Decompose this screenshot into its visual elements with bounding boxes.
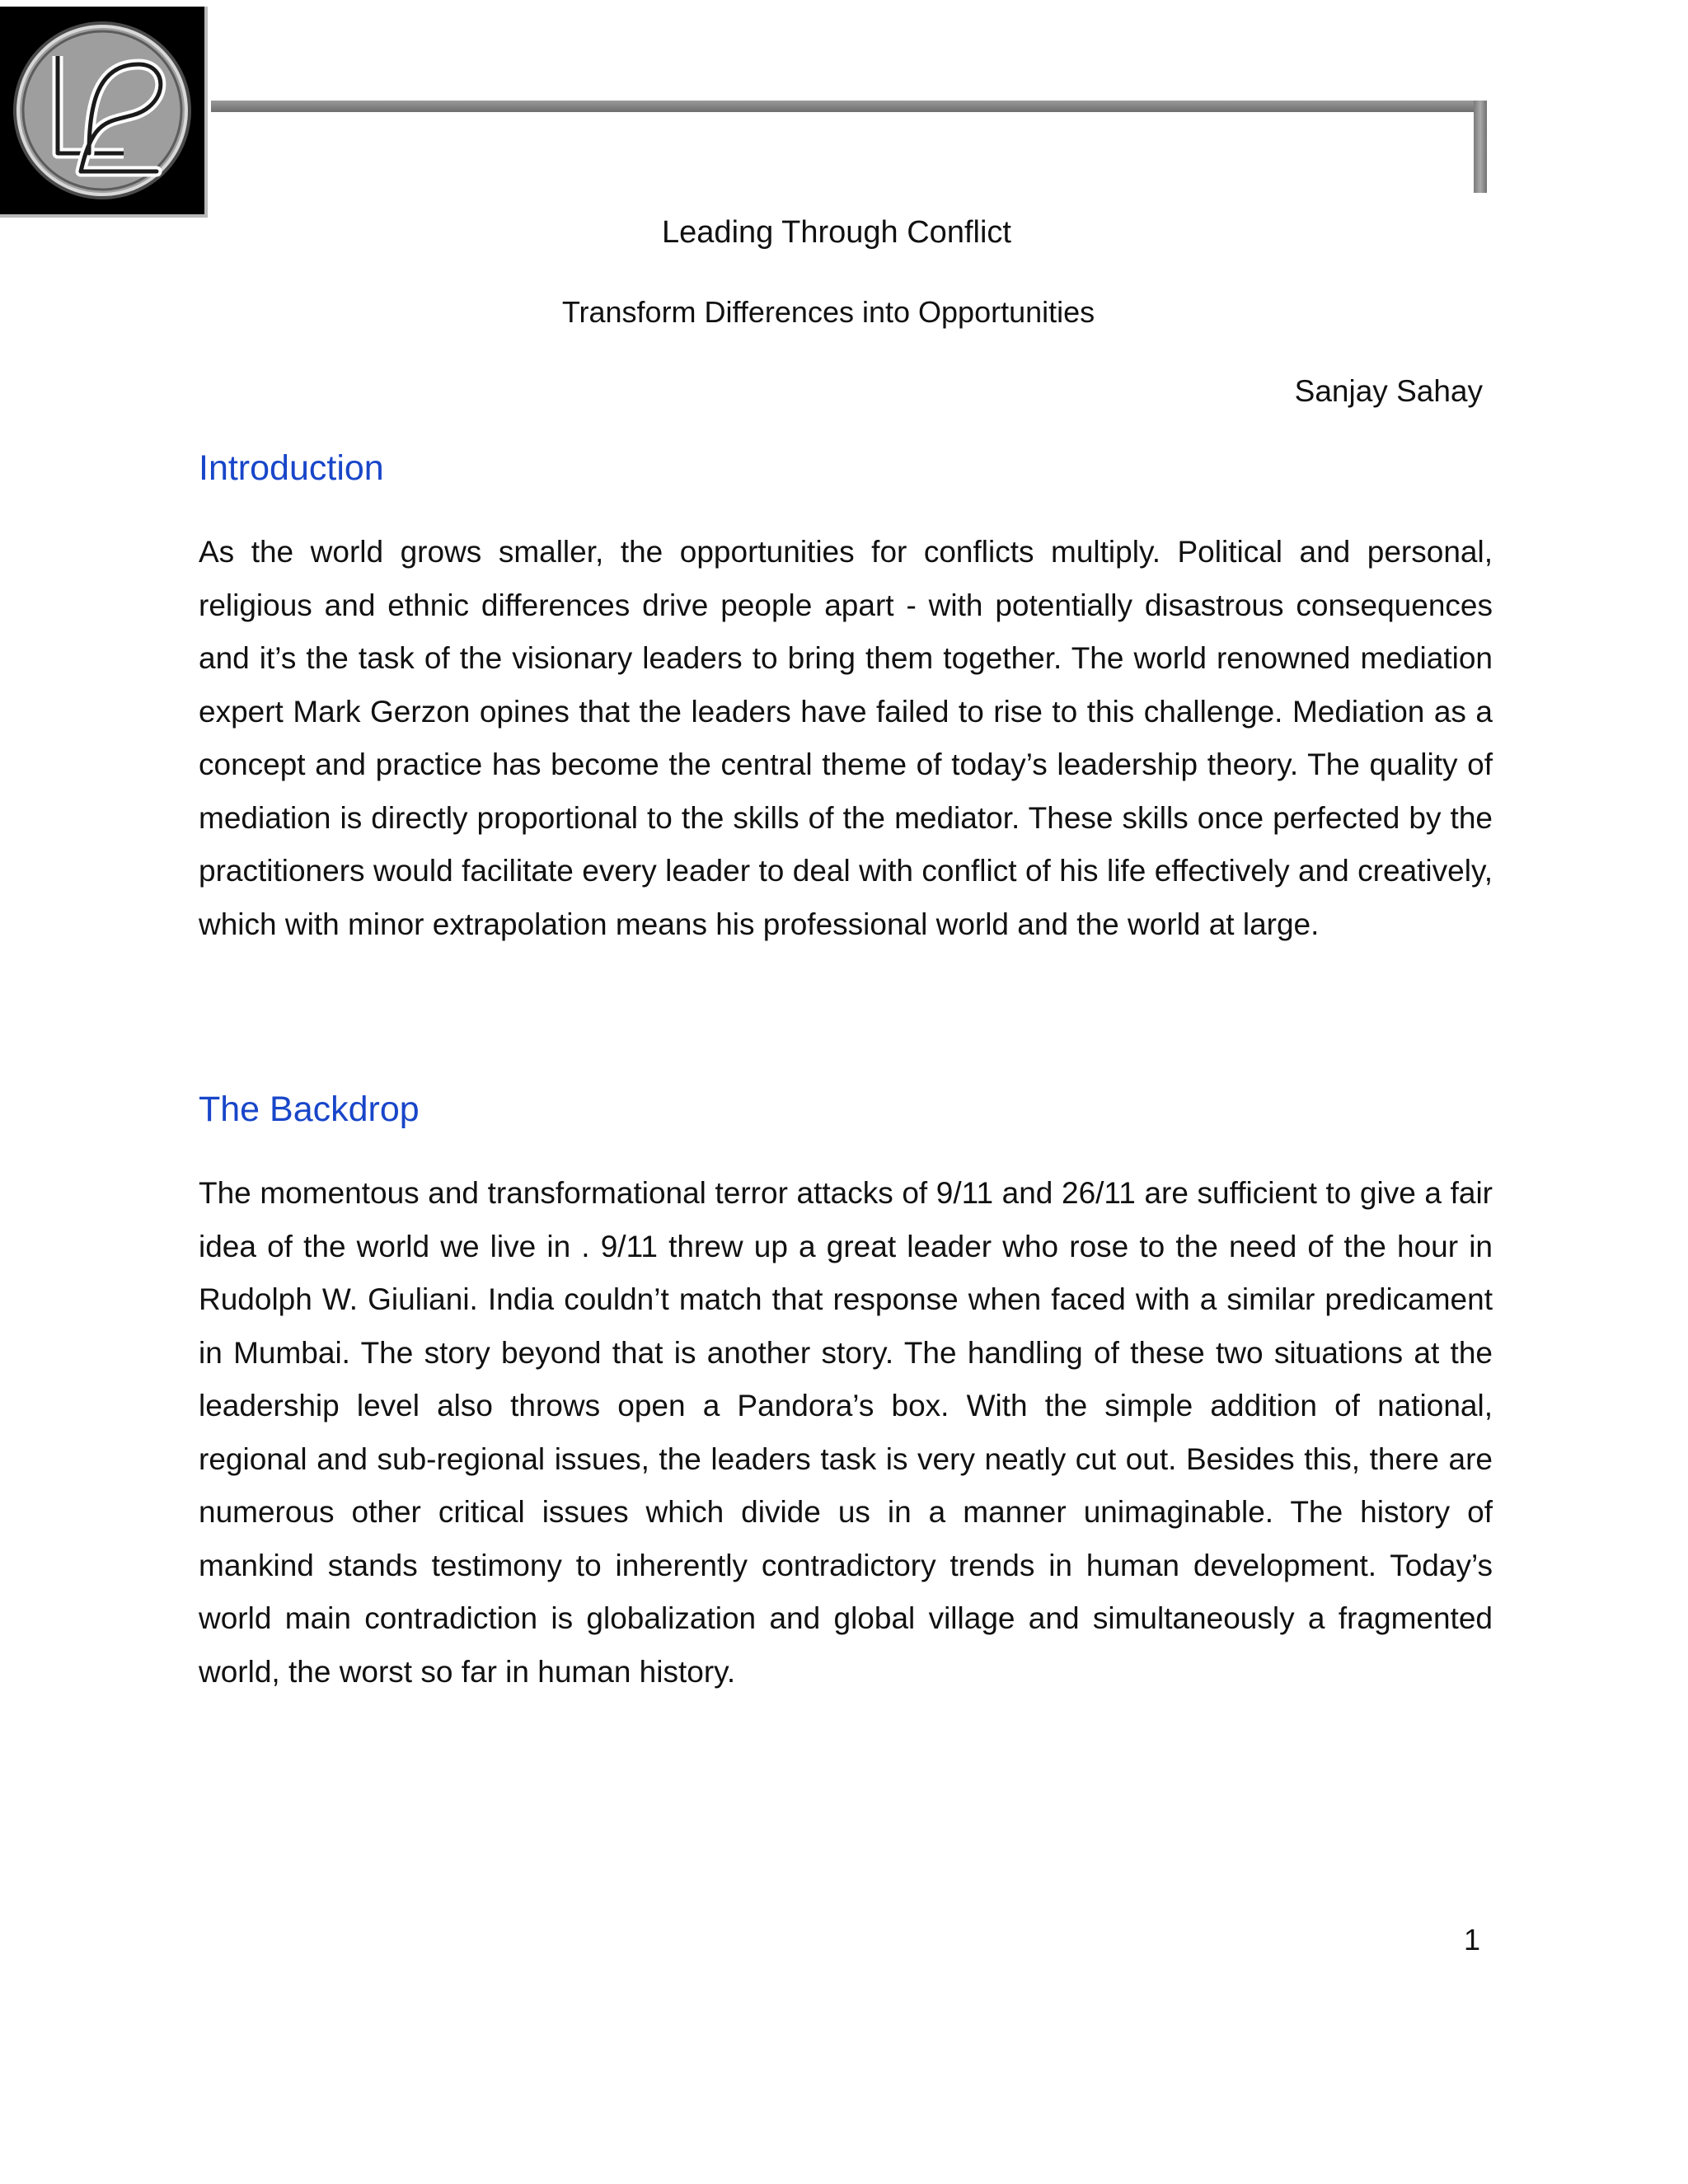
logo xyxy=(0,7,208,218)
section-heading-backdrop: The Backdrop xyxy=(199,1090,420,1129)
section-heading-introduction: Introduction xyxy=(199,448,384,488)
document-author: Sanjay Sahay xyxy=(1294,374,1483,408)
document-subtitle: Transform Differences into Opportunities xyxy=(561,295,1095,329)
paragraph-backdrop: The momentous and transformational terror attacks of 9/11 and 26/11 are sufficient to give a fair idea of the world we live in . 9/11 threw up a great leader who rose to the need of the hour in Rudolph W. Giuliani. India couldn’t match that response when faced with a similar predicament in Mumbai. The story beyond that is another story. The handling of these two situations at the leadership level also throws open a Pandora’s box. With the simple addition of national, regional and sub-regional issues, the leaders task is very neatly cut out. Besides this, there are numerous other critical issues which divide us in a manner unimaginable. The history of mankind stands testimony to inherently contradictory trends in human development. Today’s world main contradiction is globalization and global village and simultaneously a fragmented world, the worst so far in human history. xyxy=(199,1176,1493,1689)
page-number: 1 xyxy=(1464,1923,1481,1957)
header-rule xyxy=(211,101,1485,112)
paragraph-introduction: As the world grows smaller, the opportunities for conflicts multiply. Political and personal, religious and ethnic differences drive people apart - with potentially disastrous consequences and it’s the task of the visionary leaders to bring them together. The world renowned mediation expert Mark Gerzon opines that the leaders have failed to rise to this challenge. Mediation as a concept and practice has become the central theme of today’s leadership theory. The quality of mediation is directly proportional to the skills of the mediator. These skills once perfected by the practitioners would facilitate every leader to deal with conflict of his life effectively and creatively, which with minor extrapolation means his professional world and the world at large. xyxy=(199,535,1493,941)
ll-monogram-logo-icon xyxy=(0,7,204,214)
document-title: Leading Through Conflict xyxy=(662,215,1011,250)
header-rule-end xyxy=(1474,101,1487,193)
